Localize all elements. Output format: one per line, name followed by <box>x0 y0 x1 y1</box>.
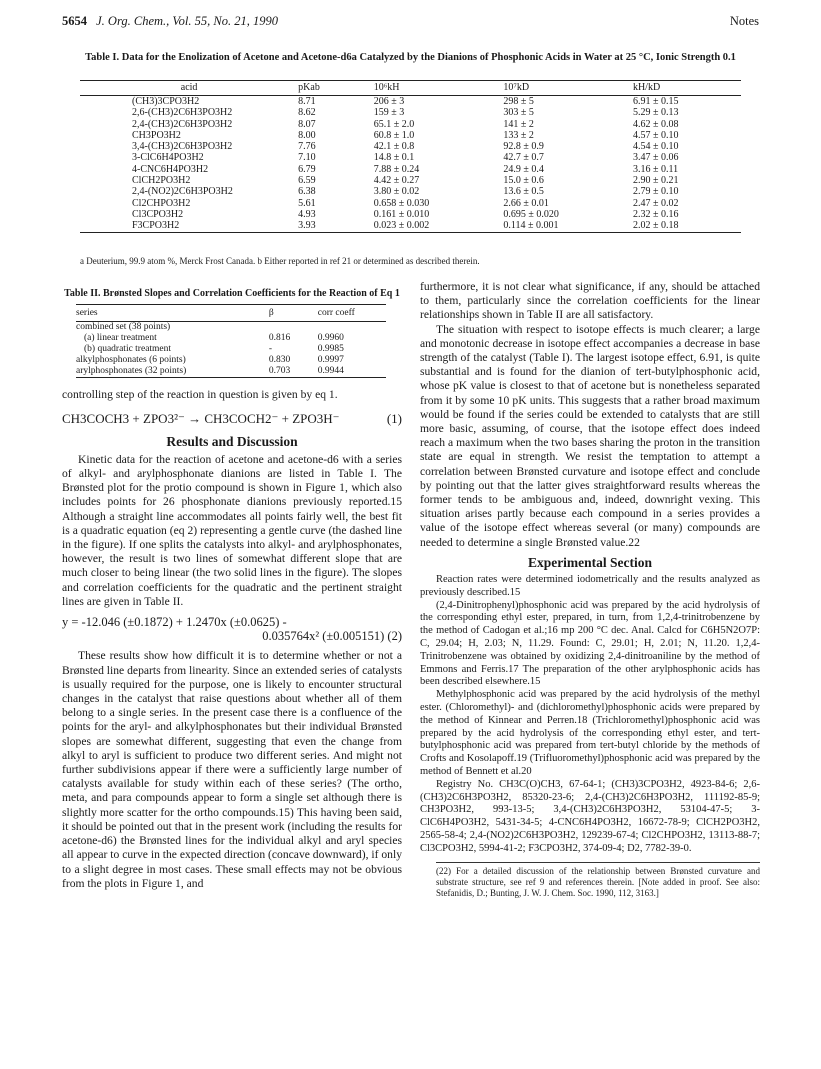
table1-cell-kd: 0.114 ± 0.001 <box>503 220 633 232</box>
table1-cell-kh: 0.161 ± 0.010 <box>373 208 430 220</box>
table1-row <box>80 141 741 152</box>
table1-title: Table I. Data for the Enolization of Acetone and Acetone-d6a Catalyzed by the Dianions of Phosphonic Acids in Water at 25 °C, Ionic Strength 0.1 <box>85 52 736 63</box>
table1-cell-ratio: 2.79 ± 0.10 <box>632 186 679 198</box>
table2-cell-series: combined set (38 points) <box>76 322 171 333</box>
table1-cell-acid: 4-CNC6H4PO3H2 <box>132 163 209 175</box>
table1-row <box>80 220 741 232</box>
table2-cell-corr <box>318 322 386 334</box>
table1-cell-acid: 3-ClC6H4PO3H2 <box>132 152 204 164</box>
paragraph-continuation: controlling step of the reaction in question is given by eq 1. <box>62 388 338 402</box>
table1-cell-acid: 2,4-(CH3)2C6H3PO3H2 <box>132 118 233 130</box>
table1-cell-kd: 303 ± 5 <box>503 107 534 119</box>
paragraph-right-1: furthermore, it is not clear what significance, if any, should be attached to them, particularly since the correlation coefficients for the linear relationships shown in Table II are all satisfactory. <box>420 280 760 322</box>
table2-title: Table II. Brønsted Slopes and Correlation Coefficients for the Reaction of Eq 1 <box>64 288 400 299</box>
table2-cell-corr: 0.9944 <box>318 366 386 378</box>
table2-col-beta: β <box>269 305 318 322</box>
table1-cell-pka: 6.79 <box>298 163 316 175</box>
table1-cell-kh: 60.8 ± 1.0 <box>373 129 415 141</box>
table2-row <box>76 333 386 344</box>
table2 <box>76 304 386 378</box>
table1-cell-kh: 14.8 ± 0.1 <box>373 152 415 164</box>
table2-header-row <box>76 305 386 322</box>
running-head-left <box>62 14 278 29</box>
paragraph-exp-2: (2,4-Dinitrophenyl)phosphonic acid was prepared by the acid hydrolysis of the corresponding ethyl ester, prepared, in turn, from 1,2,4-trinitrobenzene by the method of Cadogan et al.;16 mp 200 °C dec. Anal. Calcd for C6H5N2O7P: C, 29.04; H, 2.03; N, 11.29. Found: C, 29.01; H, 2.01; N, 11.20. 1,2,4-Trinitrobenzene was obtained by oxidizing 2,4-dinitroaniline by the method of Emmons and Ferris.17 The preparation of the other arylphosphonic acids has been described elsewhere.15 <box>420 599 760 688</box>
table1-cell-ratio: 4.54 ± 0.10 <box>632 141 679 153</box>
table1-cell-acid: Cl3CPO3H2 <box>132 208 184 220</box>
table2-cell-series: (a) linear treatment <box>84 333 157 344</box>
table1-row <box>80 209 741 220</box>
table1-cell-ratio: 3.16 ± 0.11 <box>632 163 679 175</box>
table2-col-corr: corr coeff <box>318 305 386 322</box>
table2-cell-corr: 0.9997 <box>317 355 344 366</box>
table1-cell-kh: 206 ± 3 <box>373 96 405 107</box>
table1-row <box>80 198 741 209</box>
paragraph-right-2: The situation with respect to isotope effects is much clearer; a large and monotonic decrease in isotope effect accompanies a decrease in base strength of the catalyst (Table I). The largest isotope effect, 6.91, is quite substantial and is found for the dianion of tert-butylphosphonic acid, whose pK value is closest to that of acetone but is nonetheless separated from it by some 10 pK units. This suggests that a rather broad maximum would be found if the series could be extended to catalysts that are still more basic, assuming, of course, that the isotope effect does indeed reach a maximum when the two bases sharing the proton in the transition state are equal in strength. We resist the temptation to attempt a correlation between Brønsted curvature and isotope effect and conclude by pointing out that the latter gives straightforward results whereas the former tends to be ambiguous and, indeed, downright vexing. This situation arises partly because each compound in a series provides a value of the isotope effect whereas several (or many) compounds are needed to determine a single Brønsted value.22 <box>420 322 760 549</box>
equation-2-line1: y = -12.046 (±0.1872) + 1.2470x (±0.0625) - <box>62 615 287 630</box>
table1-row <box>80 152 741 163</box>
table1-col-kd: 10⁷kD <box>503 81 633 96</box>
journal-citation: J. Org. Chem., Vol. 55, No. 21, 1990 <box>96 14 278 28</box>
table1-cell-acid: Cl2CHPO3H2 <box>132 197 191 209</box>
table2-cell-beta <box>269 322 318 334</box>
table1-cell-kh: 159 ± 3 <box>373 107 405 119</box>
table2-cell-beta: 0.816 <box>268 333 291 344</box>
table1-cell-kd: 0.695 ± 0.020 <box>503 208 559 220</box>
table1-col-pka: pKab <box>298 81 374 96</box>
table2-cell-series: alkylphosphonates (6 points) <box>76 355 186 366</box>
table2-cell-beta: - <box>268 344 273 355</box>
table1-cell-pka: 5.61 <box>298 197 316 209</box>
table1-footnote: a Deuterium, 99.9 atom %, Merck Frost Canada. b Either reported in ref 21 or determined as described therein. <box>80 256 480 266</box>
table2-row <box>76 355 386 366</box>
table1-cell-kd: 13.6 ± 0.5 <box>503 186 544 198</box>
paragraph-results-2: These results show how difficult it is to determine whether or not a Brønsted line departs from linearity. Since an extended series of catalysts is usually required for the purpose, one is likely to encounter structural changes in the catalyst that raise questions about whether all of them belong to a single series. In the present case there is a confluence of the points for the aryl- and alkylphosphonates but their individual Brønsted slopes are somewhat different, suggesting that even the change from alkyl to aryl is sufficient to produce two different series. And might not further subdivisions appear if there were a sufficiently large number of catalysts available for study within each of these series? (The ortho, meta, and para compounds appear to form a single set although there is slightly more scatter for the ortho compounds.15) This having been said, it should be pointed out that in the present work (including the results for acetone-d6) the Brønsted lines for the individual alkyl and aryl species all appear to curve in the expected direction (concave downward), if only to a slight degree in most cases. These small effects may not be obvious from the plots in Figure 1, and <box>62 649 402 890</box>
table1-cell-acid: CH3PO3H2 <box>132 129 181 141</box>
table1-cell-acid: 2,4-(NO2)2C6H3PO3H2 <box>132 186 233 198</box>
table1-col-acid: acid <box>80 81 298 96</box>
paragraph-results-1: Kinetic data for the reaction of acetone and acetone-d6 with a series of alkyl- and arylphosphonate dianions are listed in Table I. The Brønsted plot for the protio compound is shown in Figure 1, which also includes points for 26 phosphonate dianions previously reported.15 Although a straight line accommodates all points fairly well, the best fit is a quadratic equation (eq 2) representing a gentle curve (the dashed line in the figure). If one splits the catalysts into alkyl- and arylphosphonates, however, the result is two lines of somewhat different slope that are much closer to being linear (the two solid lines in the figure). The slopes and correlation coefficients for the quadratic and the pertinent straight lines are given in Table II. <box>62 452 402 608</box>
table1-cell-kd: 42.7 ± 0.7 <box>503 152 544 164</box>
table1-cell-kd: 24.9 ± 0.4 <box>503 163 544 175</box>
table1-cell-ratio: 5.29 ± 0.13 <box>632 107 679 119</box>
table1-cell-ratio: 2.02 ± 0.18 <box>633 220 741 232</box>
table1-row <box>80 119 741 130</box>
table2-cell-beta: 0.830 <box>268 355 291 366</box>
table1-cell-kh: 42.1 ± 0.8 <box>373 141 415 153</box>
table1-cell-kh: 0.023 ± 0.002 <box>374 220 504 232</box>
paragraph-exp-3: Methylphosphonic acid was prepared by the acid hydrolysis of the methyl ester. (Chloromethyl)- and (dichloromethyl)phosphonic acids were prepared by the method of Kinnear and Perren.18 (Trichloromethyl)phosphonic acid was prepared by the acid hydrolysis of the corresponding ethyl ester, and tert-butylphosphonic acid was prepared from tert-butyl chloride by the methods of Crofts and Kosolapoff.19 (Trifluoromethyl)phosphonic acid was prepared by the method of Bennett et al.20 <box>420 689 760 778</box>
table1-cell-ratio: 6.91 ± 0.15 <box>632 96 679 107</box>
table1-cell-pka: 8.07 <box>298 118 316 130</box>
table1-cell-ratio: 4.57 ± 0.10 <box>632 129 679 141</box>
experimental-body <box>420 574 760 856</box>
left-column <box>62 280 402 891</box>
table1-cell-kd: 15.0 ± 0.6 <box>503 175 544 187</box>
table1-col-ratio: kH/kD <box>633 81 741 96</box>
table1-cell-kd: 2.66 ± 0.01 <box>503 197 549 209</box>
table2-cell-series: (b) quadratic treatment <box>84 344 172 355</box>
page-number: 5654 <box>62 14 87 28</box>
table1 <box>80 80 741 233</box>
equation-2 <box>62 615 402 643</box>
table1-cell-acid: ClCH2PO3H2 <box>132 175 191 187</box>
table1-cell-ratio: 4.62 ± 0.08 <box>632 118 679 130</box>
table1-cell-acid: (CH3)3CPO3H2 <box>132 96 200 107</box>
equation-1-body: CH3COCH3 + ZPO3²⁻ → CH3COCH2⁻ + ZPO3H⁻ <box>62 411 340 427</box>
table1-cell-acid: 2,6-(CH3)2C6H3PO3H2 <box>132 107 233 119</box>
paragraph-exp-1: Reaction rates were determined iodometrically and the results analyzed as previously described.15 <box>420 574 760 598</box>
table1-cell-pka: 8.00 <box>298 129 316 141</box>
table1-cell-ratio: 3.47 ± 0.06 <box>632 152 679 164</box>
heading-experimental: Experimental Section <box>527 554 653 570</box>
table1-row <box>80 96 741 108</box>
equation-1 <box>62 412 402 426</box>
table2-cell-corr: 0.9960 <box>317 333 344 344</box>
table1-cell-kh: 65.1 ± 2.0 <box>373 118 415 130</box>
section-label: Notes <box>729 14 759 28</box>
table2-row <box>76 366 386 378</box>
heading-results: Results and Discussion <box>166 433 298 449</box>
table1-cell-pka: 3.93 <box>298 220 374 232</box>
table1-cell-pka: 7.76 <box>298 141 316 153</box>
table1-cell-pka: 8.62 <box>298 107 316 119</box>
table1-row <box>80 175 741 186</box>
equation-1-number: (1) <box>386 411 402 427</box>
equation-2-line2: 0.035764x² (±0.005151) (2) <box>262 629 402 644</box>
table2-row <box>76 322 386 334</box>
table1-cell-kd: 133 ± 2 <box>503 129 534 141</box>
table1-cell-ratio: 2.32 ± 0.16 <box>632 208 679 220</box>
table1-header-row <box>80 81 741 96</box>
table1-cell-ratio: 2.47 ± 0.02 <box>632 197 679 209</box>
table2-cell-series: arylphosphonates (32 points) <box>76 366 269 378</box>
table1-cell-kh: 3.80 ± 0.02 <box>373 186 420 198</box>
table1-cell-pka: 4.93 <box>298 208 316 220</box>
table1-cell-pka: 8.71 <box>298 96 316 107</box>
table1-cell-pka: 6.38 <box>298 186 316 198</box>
table2-cell-beta: 0.703 <box>269 366 318 378</box>
right-column <box>420 280 760 899</box>
table1-cell-kd: 92.8 ± 0.9 <box>503 141 544 153</box>
table2-cell-corr: 0.9985 <box>317 344 344 355</box>
table1-cell-kh: 7.88 ± 0.24 <box>373 163 420 175</box>
table1-cell-kd: 141 ± 2 <box>503 118 534 130</box>
table1-row <box>80 186 741 197</box>
table1-row <box>80 164 741 175</box>
table1-cell-kh: 0.658 ± 0.030 <box>373 197 430 209</box>
table2-row <box>76 344 386 355</box>
table1-cell-ratio: 2.90 ± 0.21 <box>632 175 679 187</box>
table2-col-series: series <box>76 305 269 322</box>
footnote-22: (22) For a detailed discussion of the relationship between Brønsted curvature and substrate structure, see ref 9 and references therein. [Note added in proof. See also: Stefanidis, D.; Bunting, J. W. J. Chem. Soc. 1990, 112, 3163.] <box>436 862 760 899</box>
table1-cell-acid: 3,4-(CH3)2C6H3PO3H2 <box>132 141 233 153</box>
table1-cell-pka: 6.59 <box>298 175 316 187</box>
table1-cell-kd: 298 ± 5 <box>503 96 534 107</box>
table1-cell-acid: F3CPO3H2 <box>80 220 298 232</box>
registry-numbers: Registry No. CH3C(O)CH3, 67-64-1; (CH3)3CPO3H2, 4923-84-6; 2,6-(CH3)2C6H3PO3H2, 85320-23-6; 2,4-(CH3)2C6H3PO3H2, 111192-85-9; CH3PO3H2, 993-13-5; 3,4-(CH3)2C6H3PO3H2, 53104-47-5; 3-ClC6H4PO3H2, 5431-34-5; 4-CNC6H4PO3H2, 16672-78-9; ClCH2PO3H2, 2565-58-4; 2,4-(NO2)2C6H3PO3H2, 129239-67-4; Cl2CHPO3H2, 13113-88-7; Cl3CPO3H2, 5994-41-2; F3CPO3H2, 374-09-4; D2, 7782-39-0. <box>420 778 760 854</box>
table1-cell-kh: 4.42 ± 0.27 <box>373 175 420 187</box>
table1-cell-pka: 7.10 <box>298 152 316 164</box>
table1-row <box>80 130 741 141</box>
table1-row <box>80 107 741 118</box>
page-header <box>62 14 759 30</box>
table1-col-kh: 10⁶kH <box>374 81 504 96</box>
